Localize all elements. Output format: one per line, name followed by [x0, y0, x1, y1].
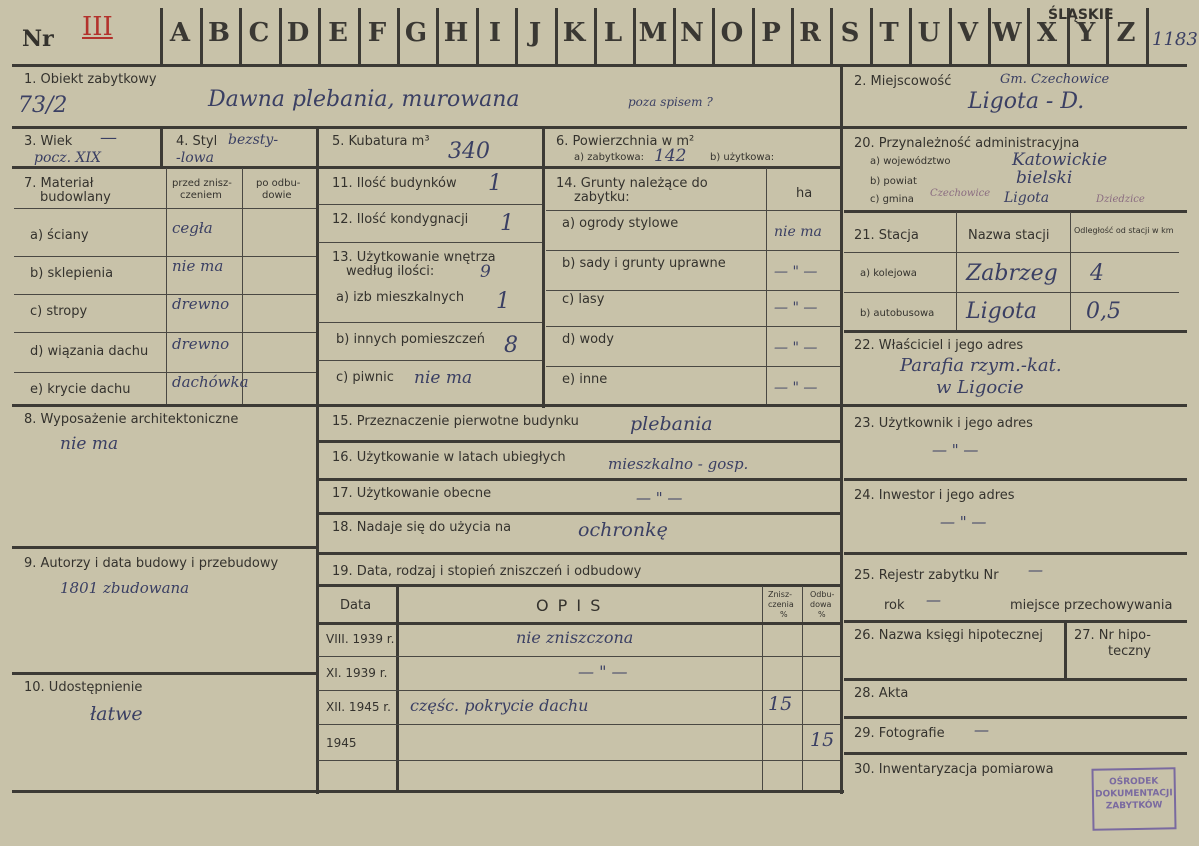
f7-label1: 7. Materiał — [24, 176, 94, 191]
f14-row-value: — " — — [774, 340, 818, 356]
f14-label1: 14. Grunty należące do — [556, 176, 708, 191]
f7-after1: po odbu- — [256, 178, 301, 189]
index-letter: N — [680, 18, 704, 48]
f7-row-label: e) krycie dachu — [30, 382, 131, 397]
card-number: 1183 — [1152, 29, 1198, 50]
f19-col-dmg3: % — [780, 610, 788, 619]
index-letter: T — [879, 18, 899, 48]
f11-label: 11. Ilość budynków — [332, 176, 457, 191]
f7-row-rule — [14, 332, 316, 333]
f20-c-label: c) gmina — [870, 194, 914, 205]
f7-row-rule — [14, 294, 316, 295]
index-letter: J — [528, 18, 542, 48]
f2-gmina-note: Gm. Czechowice — [1000, 72, 1110, 87]
f20-b-value: bielski — [1016, 168, 1073, 188]
f5-value: 340 — [448, 139, 490, 164]
f19-col-desc: O P I S — [536, 596, 603, 615]
f21-col-dist: Odległość od stacji w km — [1074, 226, 1174, 235]
index-letter: W — [992, 18, 1022, 48]
f16-label: 16. Użytkowanie w latach ubiegłych — [332, 450, 566, 465]
index-letter: Z — [1116, 18, 1136, 48]
f14-row-rule — [546, 290, 840, 291]
f13-b-value: 8 — [504, 333, 518, 358]
f14-row-rule — [546, 250, 840, 251]
f13-c-label: c) piwnic — [336, 370, 394, 385]
f20-c-note: Czechowice — [930, 188, 991, 199]
f23-label: 23. Użytkownik i jego adres — [854, 416, 1033, 431]
f27-label2: teczny — [1108, 644, 1151, 659]
f7-row-value: dachówka — [172, 373, 249, 391]
f7-row-label: c) stropy — [30, 304, 88, 319]
f19-col-reb2: dowa — [810, 600, 832, 609]
f19-row-date: 1945 — [326, 736, 357, 750]
index-letter: M — [638, 18, 668, 48]
f19-row-date: VIII. 1939 r. — [326, 632, 395, 646]
f7-row-value: drewno — [172, 335, 230, 353]
f7-before2: czeniem — [180, 190, 222, 201]
stamp-line-2: DOKUMENTACJI — [1095, 788, 1173, 800]
f15-value: plebania — [630, 413, 713, 435]
f2-value: Ligota - D. — [968, 89, 1085, 114]
f26-label: 26. Nazwa księgi hipotecznej — [854, 628, 1043, 643]
f10-value: łatwe — [90, 703, 143, 725]
f22-label: 22. Właściciel i jego adres — [854, 338, 1024, 353]
f19-row-rule — [318, 724, 840, 725]
f19-row-rule — [318, 760, 840, 761]
f12-label: 12. Ilość kondygnacji — [332, 212, 469, 227]
f21-b-name: Ligota — [966, 299, 1037, 324]
f28-label: 28. Akta — [854, 686, 909, 701]
f6-b-label: b) użytkowa: — [710, 152, 775, 163]
index-letter: H — [443, 18, 469, 48]
f22-value2: w Ligocie — [936, 377, 1024, 398]
f1-number: 73/2 — [18, 93, 68, 118]
f9-value: 1801 zbudowana — [60, 579, 190, 597]
index-letter: B — [208, 18, 230, 48]
f13-label2: według ilości: — [346, 264, 435, 279]
f14-row-value: — " — — [774, 300, 818, 316]
f6-a-value: 142 — [654, 146, 687, 166]
f21-b-dist: 0,5 — [1086, 299, 1121, 324]
f21-a-name: Zabrzeg — [966, 261, 1058, 286]
index-letter: A — [169, 18, 191, 48]
f21-col-name: Nazwa stacji — [968, 228, 1050, 243]
f25-rok-value: — — [926, 591, 941, 609]
f8-label: 8. Wyposażenie architektoniczne — [24, 412, 239, 427]
f19-row-reb: 15 — [810, 729, 835, 751]
f7-before1: przed znisz- — [172, 178, 232, 189]
f7-row-label: d) wiązania dachu — [30, 344, 149, 359]
f12-value: 1 — [500, 211, 514, 236]
f11-value: 1 — [488, 171, 502, 196]
f7-row-label: b) sklepienia — [30, 266, 114, 281]
f20-c-alt: Dziedzice — [1096, 194, 1145, 205]
f20-b-label: b) powiat — [870, 176, 917, 187]
f25-rok-label: rok — [884, 598, 905, 613]
f19-col-reb3: % — [818, 610, 826, 619]
f20-label: 20. Przynależność administracyjna — [854, 136, 1080, 151]
index-letter: C — [248, 18, 270, 48]
f19-col-dmg2: czenia — [768, 600, 794, 609]
f18-value: ochronkę — [578, 519, 668, 541]
f7-row-value: drewno — [172, 295, 230, 313]
f7-after2: dowie — [262, 190, 292, 201]
index-letter: U — [917, 18, 941, 48]
f3-value: pocz. XIX — [34, 150, 101, 166]
region-label: ŚLĄSKIE — [1048, 7, 1114, 23]
f21-label: 21. Stacja — [854, 228, 919, 243]
index-letter: K — [562, 18, 586, 48]
f6-label: 6. Powierzchnia w m² — [556, 134, 695, 149]
f14-row-value: — " — — [774, 380, 818, 396]
f4-value2: -lowa — [176, 150, 214, 166]
f19-row-desc: — " — — [578, 662, 628, 681]
index-letter: F — [367, 18, 387, 48]
f10-label: 10. Udostępnienie — [24, 680, 143, 695]
f14-row-rule — [546, 366, 840, 367]
f19-col-reb1: Odbu- — [810, 590, 835, 599]
f20-a-value: Katowickie — [1012, 150, 1108, 170]
f19-row-dmg: 15 — [768, 693, 793, 715]
nr-label: Nr — [22, 26, 54, 52]
f24-value: — " — — [940, 513, 987, 531]
f15-label: 15. Przeznaczenie pierwotne budynku — [332, 414, 579, 429]
f5-label: 5. Kubatura m³ — [332, 134, 430, 149]
f19-col-date: Data — [340, 598, 372, 613]
stamp-line-3: ZABYTKÓW — [1105, 800, 1163, 812]
f14-row-label: b) sady i grunty uprawne — [562, 256, 726, 271]
f7-row-value: cegła — [172, 219, 213, 237]
f27-label1: 27. Nr hipo- — [1074, 628, 1151, 643]
index-letter: R — [799, 18, 821, 48]
f14-row-value: nie ma — [774, 224, 822, 240]
f29-label: 29. Fotografie — [854, 726, 945, 741]
f13-b-label: b) innych pomieszczeń — [336, 332, 486, 347]
f29-value: — — [974, 721, 989, 739]
f19-label: 19. Data, rodzaj i stopień zniszczeń i odbudowy — [332, 564, 642, 579]
f7-label2: budowlany — [40, 190, 111, 205]
f17-label: 17. Użytkowanie obecne — [332, 486, 492, 501]
f14-row-value: — " — — [774, 264, 818, 280]
f19-row-rule — [318, 690, 840, 691]
f2-label: 2. Miejscowość — [854, 74, 952, 89]
f1-note: poza spisem ? — [628, 95, 713, 109]
index-letter: D — [286, 18, 310, 48]
f21-a-dist: 4 — [1090, 261, 1104, 286]
f25-nr-value: — — [1028, 561, 1043, 579]
f1-value: Dawna plebania, murowana — [208, 87, 520, 112]
f14-row-label: c) lasy — [562, 292, 605, 307]
f19-row-date: XI. 1939 r. — [326, 666, 388, 680]
f6-a-label: a) zabytkowa: — [574, 152, 644, 163]
f7-row-rule — [14, 256, 316, 257]
f13-total: 9 — [480, 262, 491, 282]
f22-value1: Parafia rzym.-kat. — [900, 355, 1062, 376]
f19-col-dmg1: Znisz- — [768, 590, 793, 599]
f13-label1: 13. Użytkowanie wnętrza — [332, 250, 496, 265]
archive-stamp — [1091, 767, 1176, 830]
f19-row-rule — [318, 656, 840, 657]
f30-label: 30. Inwentaryzacja pomiarowa — [854, 762, 1054, 777]
index-letter: V — [957, 18, 979, 48]
f14-row-rule — [546, 326, 840, 327]
f14-row-label: e) inne — [562, 372, 608, 387]
f4-label: 4. Styl — [176, 134, 218, 149]
index-letter: L — [603, 18, 623, 48]
f19-row-desc: nie zniszczona — [516, 628, 634, 647]
f25-label: 25. Rejestr zabytku Nr — [854, 568, 999, 583]
letter-divider — [1146, 8, 1149, 64]
f9-label: 9. Autorzy i data budowy i przebudowy — [24, 556, 279, 571]
f13-a-value: 1 — [496, 289, 510, 314]
f13-c-value: nie ma — [414, 368, 473, 388]
stamp-line-1: OŚRODEK — [1108, 776, 1159, 788]
index-letter: I — [488, 18, 502, 48]
f23-value: — " — — [932, 441, 979, 459]
f21-a-label: a) kolejowa — [860, 268, 917, 279]
f7-row-label: a) ściany — [30, 228, 89, 243]
f20-a-label: a) województwo — [870, 156, 951, 167]
f3-label: 3. Wiek — [24, 134, 73, 149]
f7-row-rule — [14, 372, 316, 373]
f16-value: mieszkalno - gosp. — [608, 455, 749, 473]
f19-row-date: XII. 1945 r. — [326, 700, 391, 714]
f7-row-value: nie ma — [172, 257, 224, 275]
f25-place-label: miejsce przechowywania — [1010, 598, 1173, 613]
f13-a-label: a) izb mieszkalnych — [336, 290, 465, 305]
f14-label2: zabytku: — [574, 190, 630, 205]
f17-value: — " — — [636, 489, 683, 507]
index-letter: G — [404, 18, 428, 48]
f24-label: 24. Inwestor i jego adres — [854, 488, 1015, 503]
index-letter: E — [328, 18, 348, 48]
f1-label: 1. Obiekt zabytkowy — [24, 72, 157, 87]
f18-label: 18. Nadaje się do użycia na — [332, 520, 512, 535]
f14-row-label: d) wody — [562, 332, 614, 347]
f3-dash: — — [100, 128, 117, 148]
index-letter: X — [1036, 18, 1058, 48]
nr-value: III — [82, 12, 113, 42]
index-letter: O — [720, 18, 744, 48]
f20-c-value: Ligota — [1004, 190, 1050, 206]
f21-b-label: b) autobusowa — [860, 308, 935, 319]
f4-value1: bezsty- — [228, 132, 279, 148]
index-letter: S — [840, 18, 860, 48]
index-letter: P — [761, 18, 781, 48]
f14-unit: ha — [796, 186, 813, 201]
f14-row-label: a) ogrody stylowe — [562, 216, 679, 231]
f8-value: nie ma — [60, 434, 119, 454]
index-letter: Y — [1076, 18, 1096, 48]
f19-row-desc: częśc. pokrycie dachu — [410, 696, 589, 715]
